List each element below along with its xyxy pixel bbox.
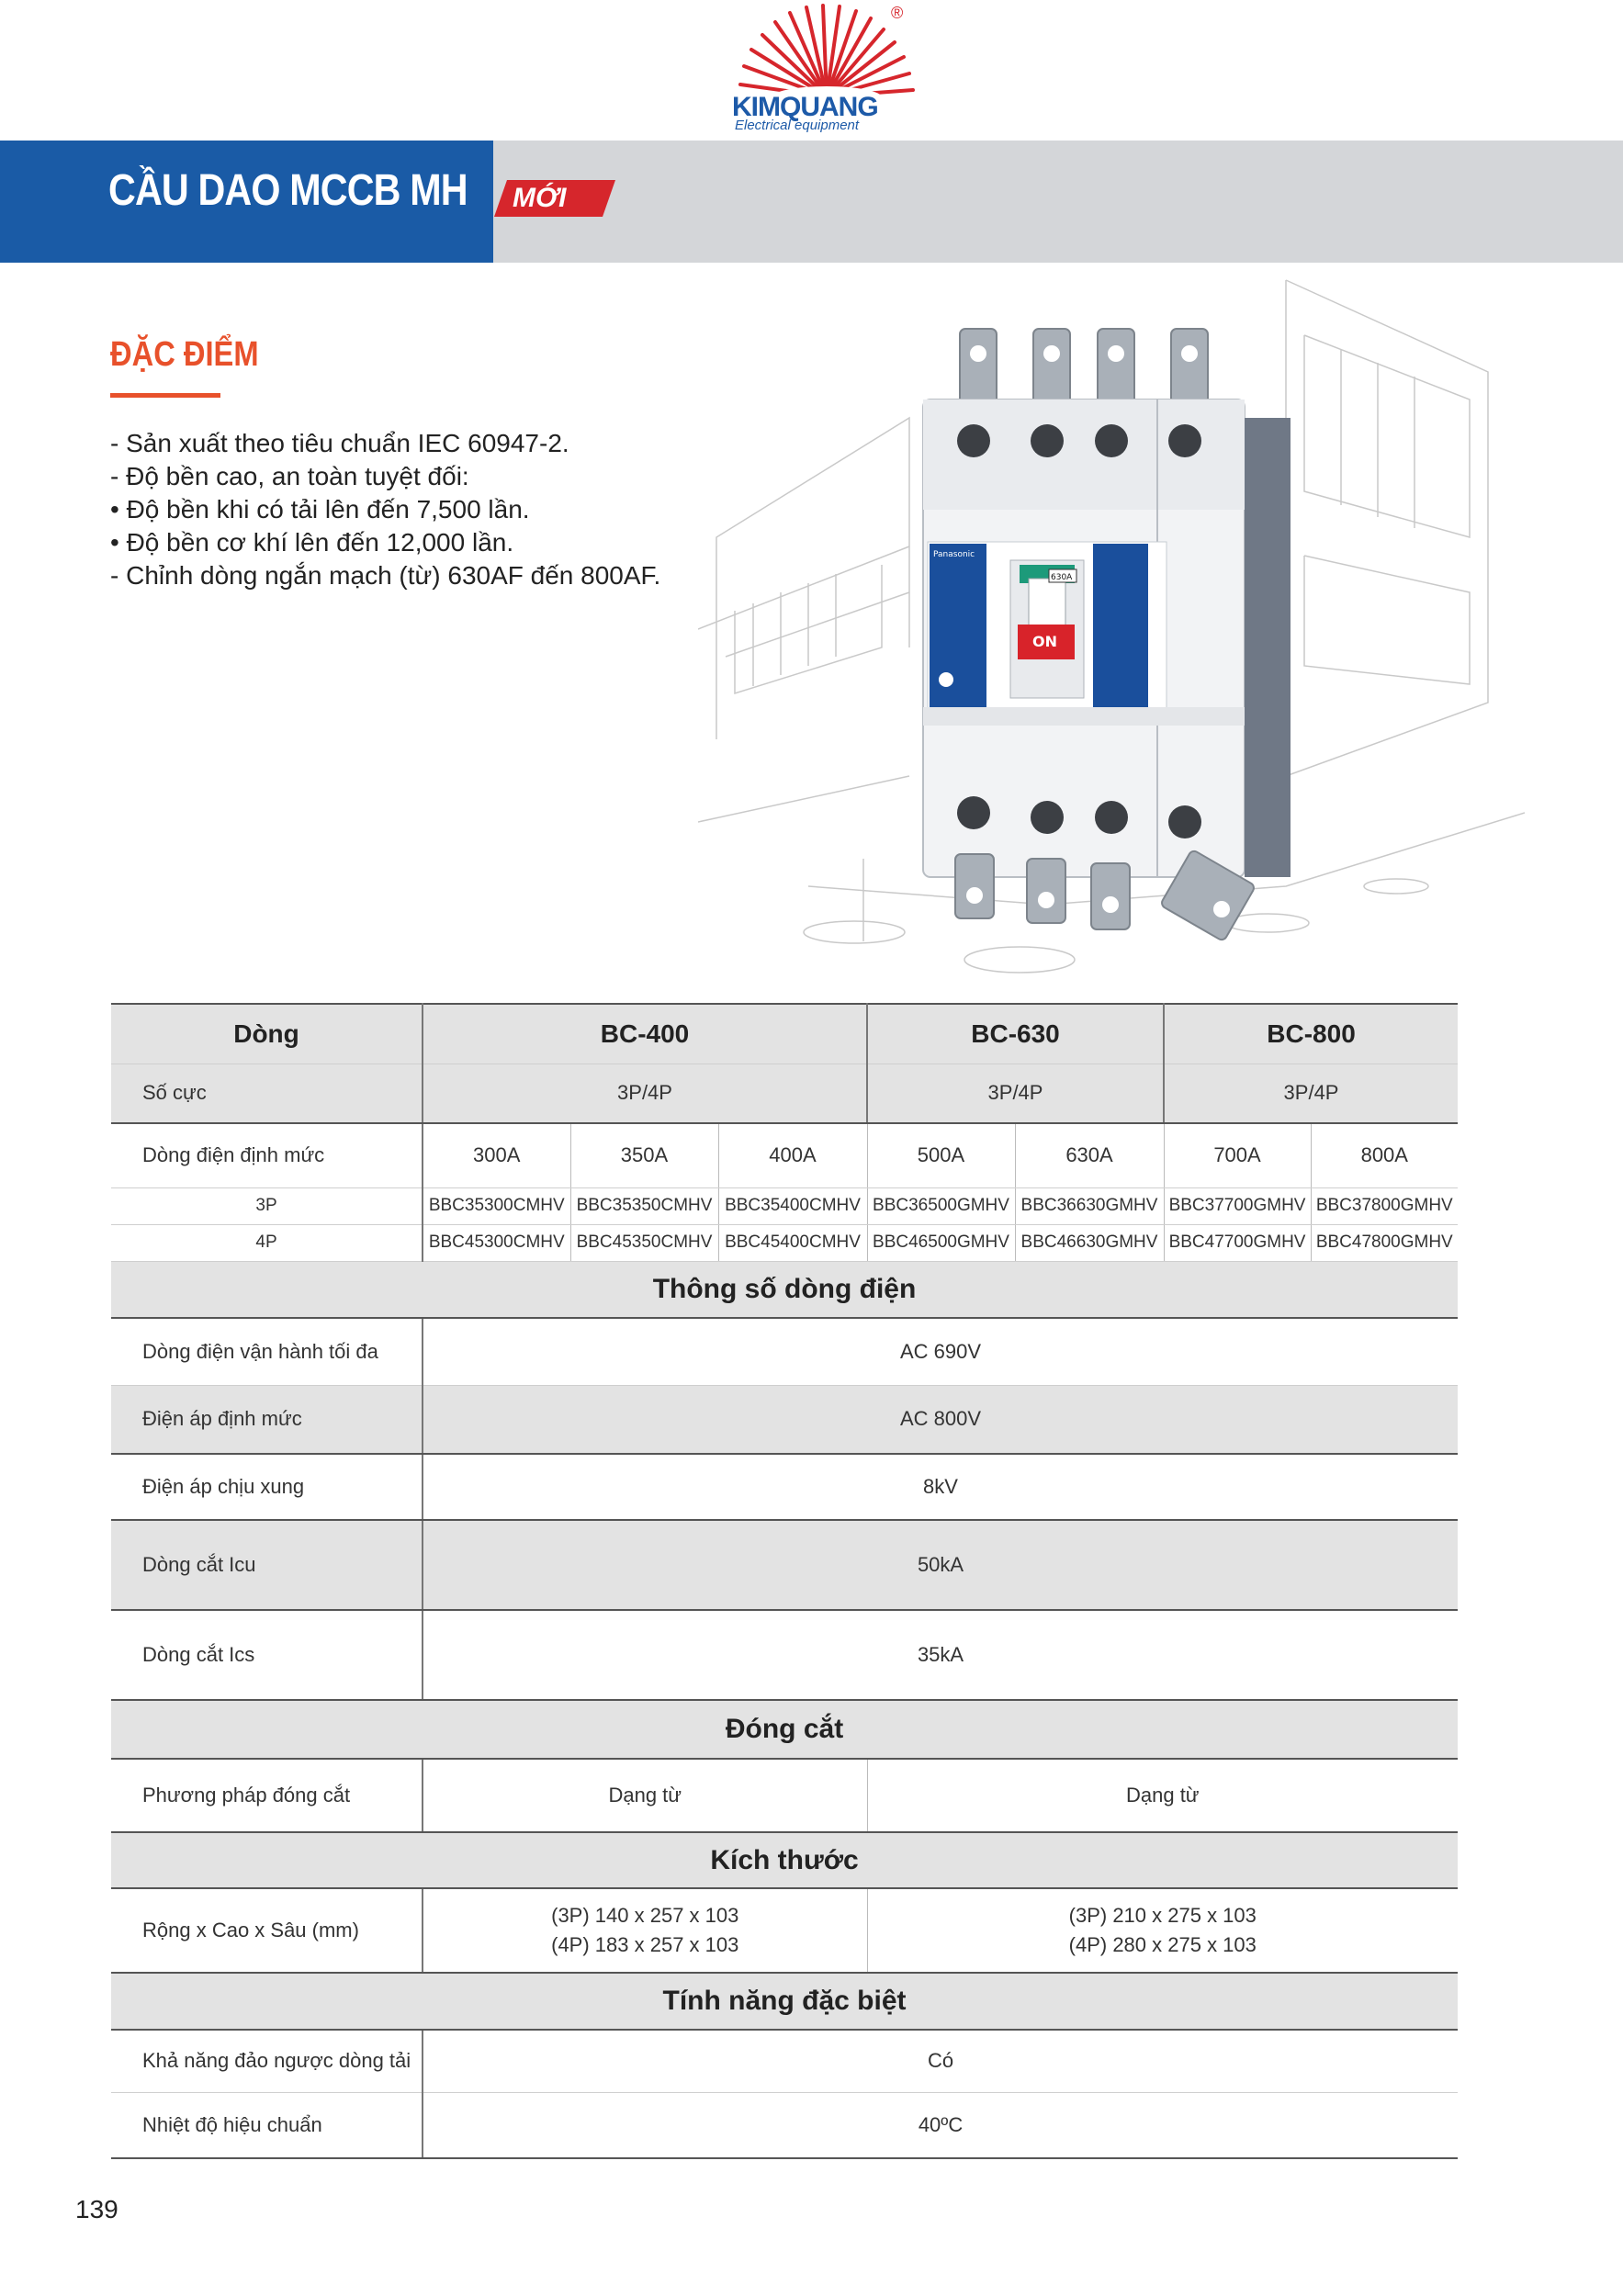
section-row-dimensions xyxy=(111,1832,1458,1888)
code-cell: BBC37700GMHV xyxy=(1164,1187,1311,1224)
ics-label: Dòng cắt Ics xyxy=(111,1610,423,1700)
rated-voltage-value: AC 800V xyxy=(423,1385,1458,1454)
product-switch-label: ON xyxy=(1032,633,1057,650)
code-cell: BBC45400CMHV xyxy=(718,1224,867,1261)
rated-current-value: 630A xyxy=(1015,1123,1164,1187)
code-cell: BBC47700GMHV xyxy=(1164,1224,1311,1261)
codes-3p-label: 3P xyxy=(111,1187,423,1224)
poles-label: Số cực xyxy=(111,1064,423,1123)
rated-current-value: 500A xyxy=(867,1123,1015,1187)
new-badge xyxy=(494,180,615,217)
features-list xyxy=(110,427,660,592)
switching-method-value: Dạng từ xyxy=(423,1759,867,1832)
reverse-feed-value: Có xyxy=(423,2030,1458,2092)
poles-value: 3P/4P xyxy=(867,1064,1164,1123)
code-cell: BBC36630GMHV xyxy=(1015,1187,1164,1224)
table-row-reverse-feed xyxy=(111,2030,1458,2092)
code-cell: BBC37800GMHV xyxy=(1311,1187,1458,1224)
features-title: ĐẶC ĐIỂM xyxy=(110,335,259,374)
table-row-ics xyxy=(111,1610,1458,1700)
calibration-temp-label: Nhiệt độ hiệu chuẩn xyxy=(111,2092,423,2158)
product-brand: Panasonic xyxy=(933,550,975,559)
table-row-dimensions xyxy=(111,1888,1458,1973)
dimension-line: (4P) 183 x 257 x 103 xyxy=(551,1933,739,1956)
mccb-product-image xyxy=(909,303,1313,946)
product-rating: 630A xyxy=(1051,573,1073,582)
codes-4p-label: 4P xyxy=(111,1224,423,1261)
brand-subtitle: Electrical equipment xyxy=(735,118,860,133)
feature-item: • Độ bền cơ khí lên đến 12,000 lần. xyxy=(110,528,514,557)
code-cell: BBC46500GMHV xyxy=(867,1224,1015,1261)
table-row-icu xyxy=(111,1520,1458,1610)
dimension-line: (4P) 280 x 275 x 103 xyxy=(1068,1933,1257,1956)
group-bc800: BC-800 xyxy=(1164,1004,1458,1064)
section-title: Thông số dòng điện xyxy=(111,1261,1458,1318)
table-row-max-operating xyxy=(111,1318,1458,1385)
switching-method-label: Phương pháp đóng cắt xyxy=(111,1759,423,1832)
code-cell: BBC45350CMHV xyxy=(570,1224,718,1261)
impulse-voltage-value: 8kV xyxy=(423,1454,1458,1520)
table-row-rated-current xyxy=(111,1123,1458,1187)
max-operating-label: Dòng điện vận hành tối đa xyxy=(111,1318,423,1385)
table-row-codes-4p xyxy=(111,1224,1458,1261)
dimension-line: (3P) 140 x 257 x 103 xyxy=(551,1904,739,1927)
rated-voltage-label: Điện áp định mức xyxy=(111,1385,423,1454)
switching-method-value: Dạng từ xyxy=(867,1759,1458,1832)
icu-label: Dòng cắt Icu xyxy=(111,1520,423,1610)
code-cell: BBC36500GMHV xyxy=(867,1187,1015,1224)
dimension-line: (3P) 210 x 275 x 103 xyxy=(1068,1904,1257,1927)
dimensions-left xyxy=(423,1888,867,1973)
poles-value: 3P/4P xyxy=(1164,1064,1458,1123)
table-row-codes-3p xyxy=(111,1187,1458,1224)
group-bc400: BC-400 xyxy=(423,1004,867,1064)
feature-item: - Độ bền cao, an toàn tuyệt đối: xyxy=(110,462,469,490)
rated-current-value: 800A xyxy=(1311,1123,1458,1187)
table-header-row xyxy=(111,1004,1458,1064)
section-title: Kích thước xyxy=(111,1832,1458,1888)
code-cell: BBC35350CMHV xyxy=(570,1187,718,1224)
table-row-calibration-temp xyxy=(111,2092,1458,2158)
table-row-switching-method xyxy=(111,1759,1458,1832)
section-row-electrical xyxy=(111,1261,1458,1318)
code-cell: BBC35400CMHV xyxy=(718,1187,867,1224)
table-row-impulse-voltage xyxy=(111,1454,1458,1520)
section-row-switching xyxy=(111,1700,1458,1759)
poles-value: 3P/4P xyxy=(423,1064,867,1123)
reverse-feed-label: Khả năng đảo ngược dòng tải xyxy=(111,2030,423,2092)
table-row-rated-voltage xyxy=(111,1385,1458,1454)
section-title: Đóng cắt xyxy=(111,1700,1458,1759)
ics-value: 35kA xyxy=(423,1610,1458,1700)
brand-name: KIMQUANG xyxy=(732,92,878,122)
impulse-voltage-label: Điện áp chịu xung xyxy=(111,1454,423,1520)
registered-mark: ® xyxy=(891,4,904,22)
code-cell: BBC35300CMHV xyxy=(423,1187,570,1224)
feature-item: • Độ bền khi có tải lên đến 7,500 lần. xyxy=(110,495,530,523)
rated-current-label: Dòng điện định mức xyxy=(111,1123,423,1187)
feature-item: - Chỉnh dòng ngắn mạch (từ) 630AF đến 800AF. xyxy=(110,561,661,590)
page-title: CẦU DAO MCCB MH xyxy=(108,166,468,215)
rated-current-value: 300A xyxy=(423,1123,570,1187)
code-cell: BBC46630GMHV xyxy=(1015,1224,1164,1261)
dimensions-label: Rộng x Cao x Sâu (mm) xyxy=(111,1888,423,1973)
features-underline xyxy=(110,393,220,398)
group-bc630: BC-630 xyxy=(867,1004,1164,1064)
feature-item: - Sản xuất theo tiêu chuẩn IEC 60947-2. xyxy=(110,429,569,457)
spec-table xyxy=(111,1003,1458,2159)
table-row-poles xyxy=(111,1064,1458,1123)
max-operating-value: AC 690V xyxy=(423,1318,1458,1385)
page-number: 139 xyxy=(75,2195,118,2223)
header-label: Dòng xyxy=(111,1004,423,1064)
icu-value: 50kA xyxy=(423,1520,1458,1610)
section-row-special xyxy=(111,1973,1458,2030)
rated-current-value: 700A xyxy=(1164,1123,1311,1187)
rated-current-value: 350A xyxy=(570,1123,718,1187)
rated-current-value: 400A xyxy=(718,1123,867,1187)
code-cell: BBC45300CMHV xyxy=(423,1224,570,1261)
new-badge-label: MỚI xyxy=(513,183,567,213)
code-cell: BBC47800GMHV xyxy=(1311,1224,1458,1261)
section-title: Tính năng đặc biệt xyxy=(111,1973,1458,2030)
dimensions-right xyxy=(867,1888,1458,1973)
calibration-temp-value: 40ºC xyxy=(423,2092,1458,2158)
